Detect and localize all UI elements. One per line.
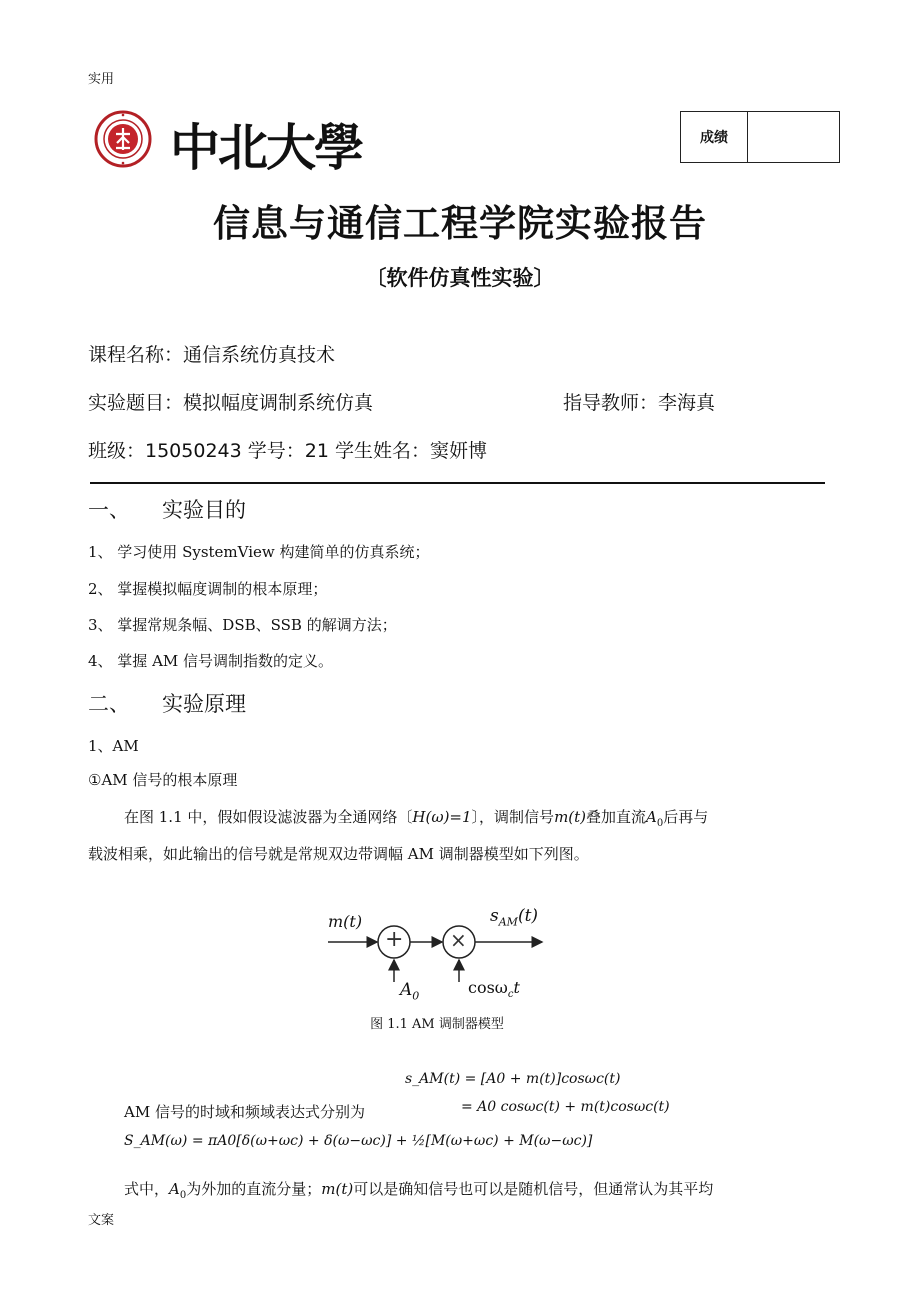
section2-number: 二、 — [88, 692, 130, 716]
divider — [90, 482, 825, 484]
para2-formula-m: m(t) — [321, 1180, 354, 1198]
university-name-logo: 中北大學 — [170, 118, 362, 177]
teacher-value: 李海真 — [658, 392, 716, 414]
report-title: 信息与通信工程学院实验报告 — [213, 202, 707, 245]
subsection-am: 1、AM — [88, 737, 139, 755]
adder-symbol: + — [385, 927, 404, 952]
carrier-label-sub: c — [507, 989, 514, 1001]
para1-text-b: 〕，调制信号 — [471, 808, 555, 826]
topic-line — [88, 388, 373, 415]
dc-label-sub: 0 — [412, 989, 420, 1003]
section1-number: 一、 — [88, 498, 130, 522]
paragraph-1-line-2: 载波相乘，如此输出的信号就是常规双边带调幅 AM 调制器模型如下列图。 — [88, 845, 589, 863]
list-item: 1、 学习使用 SystemView 构建简单的仿真系统； — [88, 543, 430, 561]
formula-m: m(t) — [554, 808, 587, 826]
carrier-label-cos: cosω — [468, 978, 508, 997]
formula-h: H(ω)=1 — [412, 808, 472, 826]
teacher-line — [563, 388, 715, 415]
report-subtitle: 〔软件仿真性实验〕 — [365, 266, 555, 290]
section2-title: 实验原理 — [162, 692, 246, 716]
formula-a0-sub: 0 — [656, 818, 664, 829]
footer-corner-label: 文案 — [88, 1213, 115, 1228]
section1-title: 实验目的 — [162, 498, 246, 522]
output-label-sub: AM — [498, 915, 518, 929]
output-label-s: s — [490, 906, 499, 926]
para2-text-c: 可以是确知信号也可以是随机信号，但通常认为其平均 — [353, 1180, 714, 1198]
header-corner-label: 实用 — [88, 72, 115, 87]
para2-formula-a0: A — [169, 1180, 180, 1198]
course-line — [88, 340, 335, 367]
university-seal-logo — [94, 110, 152, 168]
equation-frequency-domain: S_AM(ω) = πA0[δ(ω+ωc) + δ(ω−ωc)] + ½[M(ω+ωc) + M(ω−ωc)] — [124, 1133, 593, 1149]
para1-text-c: 叠加直流 — [586, 808, 647, 826]
list-item: 4、 掌握 AM 信号调制指数的定义。 — [88, 652, 334, 670]
dc-label-a: A — [400, 980, 413, 1000]
carrier-label — [468, 978, 520, 1000]
para1-text-a: 在图 1.1 中，假如假设滤波器为全通网络〔 — [124, 808, 413, 826]
grade-label: 成绩 — [681, 112, 748, 162]
paragraph-2 — [124, 1178, 713, 1201]
equation-time-domain-1: s_AM(t) = [A0 + m(t)]cosωc(t) — [405, 1071, 621, 1087]
multiplier-symbol: × — [450, 928, 467, 952]
list-item: 3、 掌握常规条幅、DSB、SSB 的解调方法； — [88, 616, 397, 634]
output-label-arg: (t) — [517, 906, 539, 926]
dc-label — [400, 980, 419, 1002]
formula-a0: A — [646, 808, 657, 826]
paragraph-1-line-1 — [124, 806, 708, 829]
course-value: 通信系统仿真技术 — [183, 344, 336, 366]
teacher-label: 指导教师： — [563, 392, 659, 414]
carrier-label-t: t — [513, 978, 520, 997]
course-label: 课程名称： — [88, 344, 184, 366]
section2-heading — [88, 688, 246, 718]
para2-text-b: 为外加的直流分量； — [186, 1180, 322, 1198]
list-item: 2、 掌握模拟幅度调制的根本原理； — [88, 580, 328, 598]
section1-heading — [88, 494, 246, 524]
para1-text-d: 后再与 — [663, 808, 709, 826]
output-label — [490, 906, 538, 928]
grade-table — [680, 111, 840, 163]
am-modulator-diagram — [320, 898, 560, 1008]
grade-value-cell[interactable] — [747, 112, 839, 162]
class-line: 班级：15050243 学号：21 学生姓名：窦妍博 — [88, 440, 487, 462]
expression-intro: AM 信号的时域和频域表达式分别为 — [124, 1103, 365, 1121]
figure-caption: 图 1.1 AM 调制器模型 — [370, 1017, 504, 1032]
subsection-am-principle: ①AM 信号的根本原理 — [88, 771, 238, 789]
input-label: m(t) — [328, 912, 363, 931]
para2-text-a: 式中， — [124, 1180, 170, 1198]
topic-label: 实验题目： — [88, 392, 184, 414]
topic-value: 模拟幅度调制系统仿真 — [183, 392, 374, 414]
para2-formula-a0-sub: 0 — [179, 1190, 187, 1201]
equation-time-domain-2: = A0 cosωc(t) + m(t)cosωc(t) — [461, 1099, 670, 1115]
